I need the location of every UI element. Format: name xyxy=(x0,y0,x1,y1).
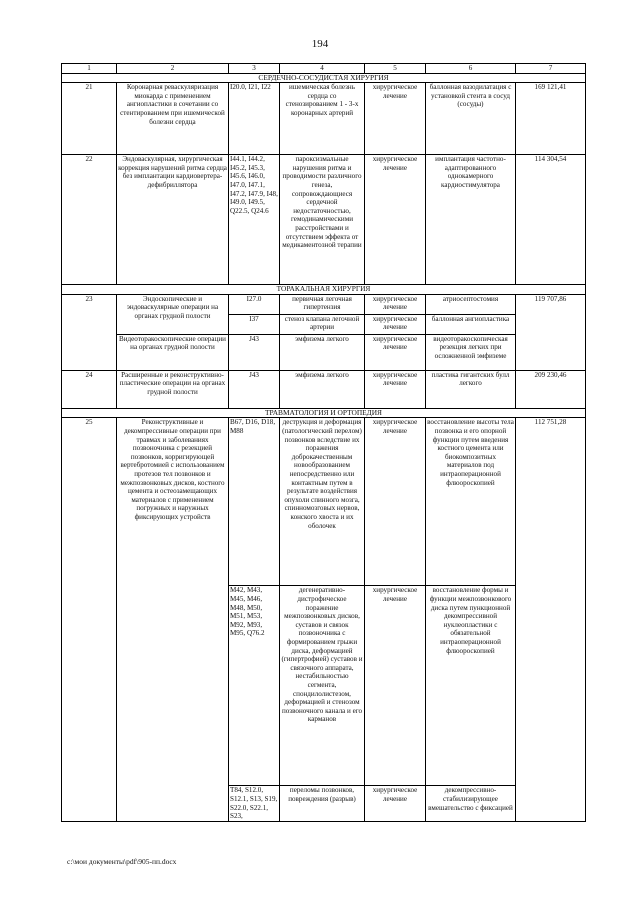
row-number: 22 xyxy=(62,155,117,285)
page-number: 194 xyxy=(311,38,329,50)
file-path-footer: c:\мои документы\pdf\905-пп.docx xyxy=(67,857,177,866)
row-number: 21 xyxy=(62,83,117,155)
treatment-method: баллонная вазодилатация с установкой стента в сосуд (сосуды) xyxy=(426,83,516,155)
treatment-method: атриосептостомия xyxy=(426,294,516,314)
diagnosis-codes: J43 xyxy=(229,370,280,408)
column-header: 4 xyxy=(280,64,365,74)
diagnosis-codes: M42, M43, M45, M46, M48, M50, M51, M53, M92, M93, M95, Q76.2 xyxy=(229,586,280,786)
section-title: ТОРАКАЛЬНАЯ ХИРУРГИЯ xyxy=(62,285,586,295)
treatment-type: хирургическое лечение xyxy=(365,83,426,155)
patient-model: дегенеративно-дистрофическое поражение межпозвонковых дисков, суставов и связок позвоночника с формированием грыжи диска, деформацией (гипертрофией) суставов и связочного аппарата, нестабильностью сегмента, спондилолистезом, деформацией и стенозом позвоночного канала и его карманов xyxy=(280,586,365,786)
procedure-group-name: Эндоваскулярная, хирургическая коррекция нарушений ритма сердца без имплантации кардиовертера-дефибриллятора xyxy=(117,155,229,285)
procedure-group-name: Эндоскопические и эндоваскулярные операции на органах грудной полости xyxy=(117,294,229,334)
treatment-type: хирургическое лечение xyxy=(365,314,426,334)
treatment-method: восстановление формы и функции межпозвонкового диска путем пункционной декомпрессивной нуклеопластики с обязательной интраоперационной флюороскопией xyxy=(426,586,516,786)
treatment-method: декомпрессивно-стабилизирующее вмешательство с фиксацией xyxy=(426,786,516,822)
price-value: 114 304,54 xyxy=(516,155,586,285)
treatment-type: хирургическое лечение xyxy=(365,418,426,586)
treatment-type: хирургическое лечение xyxy=(365,334,426,370)
row-number: 24 xyxy=(62,370,117,408)
row-number: 23 xyxy=(62,294,117,370)
table-row xyxy=(62,334,586,370)
tariff-table xyxy=(61,63,586,822)
diagnosis-codes: J43 xyxy=(229,334,280,370)
table-row xyxy=(62,370,586,408)
patient-model: стеноз клапана легочной артерии xyxy=(280,314,365,334)
patient-model: ишемическая болезнь сердца со стенозированием 1 - 3-х коронарных артерий xyxy=(280,83,365,155)
procedure-group-name: Расширенные и реконструктивно-пластические операции на органах грудной полости xyxy=(117,370,229,408)
diagnosis-codes: B67, D16, D18, M88 xyxy=(229,418,280,586)
treatment-method: пластика гигантских булл легкого xyxy=(426,370,516,408)
column-header: 1 xyxy=(62,64,117,74)
treatment-type: хирургическое лечение xyxy=(365,370,426,408)
row-number: 25 xyxy=(62,418,117,822)
price-value: 169 121,41 xyxy=(516,83,586,155)
section-title: СЕРДЕЧНО-СОСУДИСТАЯ ХИРУРГИЯ xyxy=(62,73,586,83)
treatment-type: хирургическое лечение xyxy=(365,786,426,822)
table-row xyxy=(62,83,586,155)
table-row xyxy=(62,155,586,285)
column-header: 6 xyxy=(426,64,516,74)
patient-model: первичная легочная гипертензия xyxy=(280,294,365,314)
diagnosis-codes: I20.0, I21, I22 xyxy=(229,83,280,155)
patient-model: эмфизема легкого xyxy=(280,334,365,370)
treatment-method: восстановление высоты тела позвонка и его опорной функции путем введения костного цемента или биокомпозитных материалов под интраоперационной флюороскопией xyxy=(426,418,516,586)
column-header: 2 xyxy=(117,64,229,74)
patient-model: деструкция и деформация (патологический перелом) позвонков вследствие их поражения доброкачественным новообразованием непосредственно или контактным путем в результате воздействия опухоли спинного мозга, спинномозговых нервов, конского хвоста и их оболочек xyxy=(280,418,365,586)
patient-model: эмфизема легкого xyxy=(280,370,365,408)
treatment-method: имплантация частотно-адаптированного однокамерного кардиостимулятора xyxy=(426,155,516,285)
treatment-type: хирургическое лечение xyxy=(365,294,426,314)
column-header: 7 xyxy=(516,64,586,74)
diagnosis-codes: I27.0 xyxy=(229,294,280,314)
table-row xyxy=(62,294,586,314)
table-row xyxy=(62,418,586,586)
diagnosis-codes: I37 xyxy=(229,314,280,334)
treatment-method: видеоторакоскопическая резекция легких при осложненной эмфиземе xyxy=(426,334,516,370)
column-header: 5 xyxy=(365,64,426,74)
treatment-type: хирургическое лечение xyxy=(365,586,426,786)
patient-model: переломы позвонков, повреждения (разрыв) xyxy=(280,786,365,822)
section-title: ТРАВМАТОЛОГИЯ И ОРТОПЕДИЯ xyxy=(62,408,586,418)
price-value: 119 707,86 xyxy=(516,294,586,370)
diagnosis-codes: I44.1, I44.2, I45.2, I45.3, I45.6, I46.0, I47.0, I47.1, I47.2, I47.9, I48, I49.0, I49.5, Q22.5, Q24.6 xyxy=(229,155,280,285)
procedure-group-name: Видеоторакоскопические операции на органах грудной полости xyxy=(117,334,229,370)
treatment-type: хирургическое лечение xyxy=(365,155,426,285)
diagnosis-codes: T84, S12.0, S12.1, S13, S19, S22.0, S22.1, S23, xyxy=(229,786,280,822)
procedure-group-name: Реконструктивные и декомпрессивные операции при травмах и заболеваниях позвоночника с резекцией позвонков, корригирующей вертебротомией с использованием протезов тел позвонков и межпозвонковых дисков, костного цемента и остеозамещающих материалов с применением погружных и наружных фиксирующих устройств xyxy=(117,418,229,822)
patient-model: пароксизмальные нарушения ритма и проводимости различного генеза, сопровождающиеся сердечной недостаточностью, гемодинамическими расстройствами и отсутствием эффекта от медикаментозной терапии xyxy=(280,155,365,285)
price-value: 209 230,46 xyxy=(516,370,586,408)
column-header-row xyxy=(62,64,586,74)
column-header: 3 xyxy=(229,64,280,74)
price-value: 112 751,28 xyxy=(516,418,586,822)
procedure-group-name: Коронарная реваскуляризация миокарда с применением ангиопластики в сочетании со стентированием при ишемической болезни сердца xyxy=(117,83,229,155)
treatment-method: баллонная ангиопластика xyxy=(426,314,516,334)
